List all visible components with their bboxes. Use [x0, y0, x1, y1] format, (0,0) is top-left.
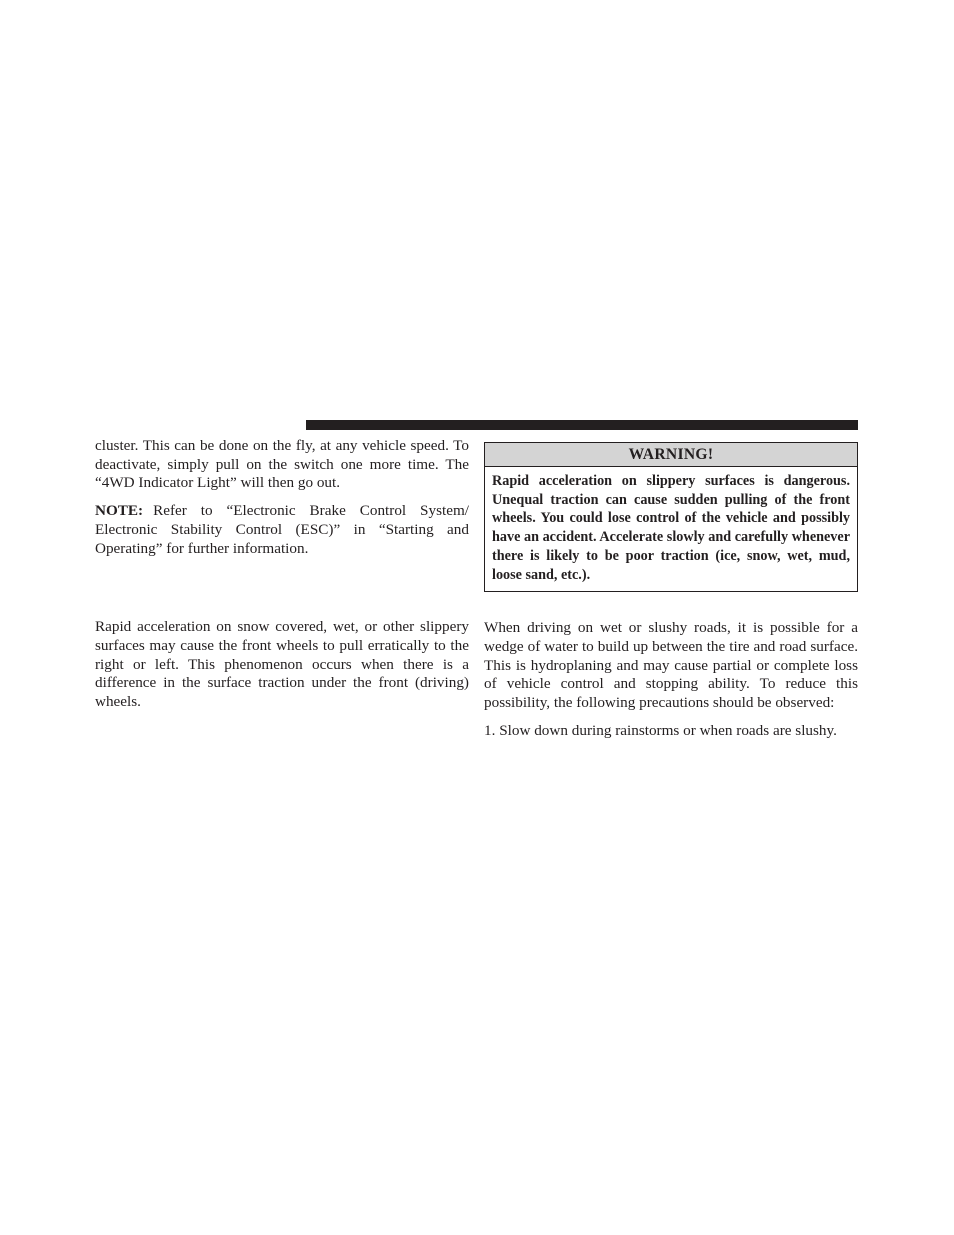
left-column — [95, 437, 469, 712]
right-column — [484, 437, 858, 740]
note-text: Refer to “Electronic Brake Control System/ Electronic Stability Control (ESC)” in “Starting and Operating” for further information. — [95, 502, 469, 557]
header-rule — [306, 420, 858, 430]
paragraph-cluster: cluster. This can be done on the fly, at any vehicle speed. To deactivate, simply pull on the switch one more time. The “4WD Indicator Light” will then go out. — [95, 437, 469, 492]
note-paragraph — [95, 502, 469, 558]
list-item: 1. Slow down during rainstorms or when roads are slushy. — [484, 721, 837, 739]
warning-text: Rapid acceleration on slippery surfaces is dangerous. Unequal traction can cause sudden pulling of the front wheels. You could lose control of the vehicle and possibly have an accident. Accelerate slowly and carefully whenever there is likely to be poor traction (ice, snow, wet, mud, loose sand, etc.). — [492, 473, 850, 583]
paragraph-rapid-acceleration: Rapid acceleration on snow covered, wet, or other slippery surfaces may cause the front wheels to pull erratically to the right or left. This phenomenon occurs when there is a difference in the surface traction under the front (driving) wheels. — [95, 618, 469, 711]
warning-box — [484, 442, 858, 592]
note-label: NOTE: — [95, 502, 144, 520]
warning-title: WARNING! — [485, 443, 857, 467]
paragraph-hydroplaning: When driving on wet or slushy roads, it is possible for a wedge of water to build up between the tire and road surface. This is hydroplaning and may cause partial or complete loss of vehicle control and stopping ability. To reduce this possibility, the following precautions should be observed: — [484, 619, 858, 712]
